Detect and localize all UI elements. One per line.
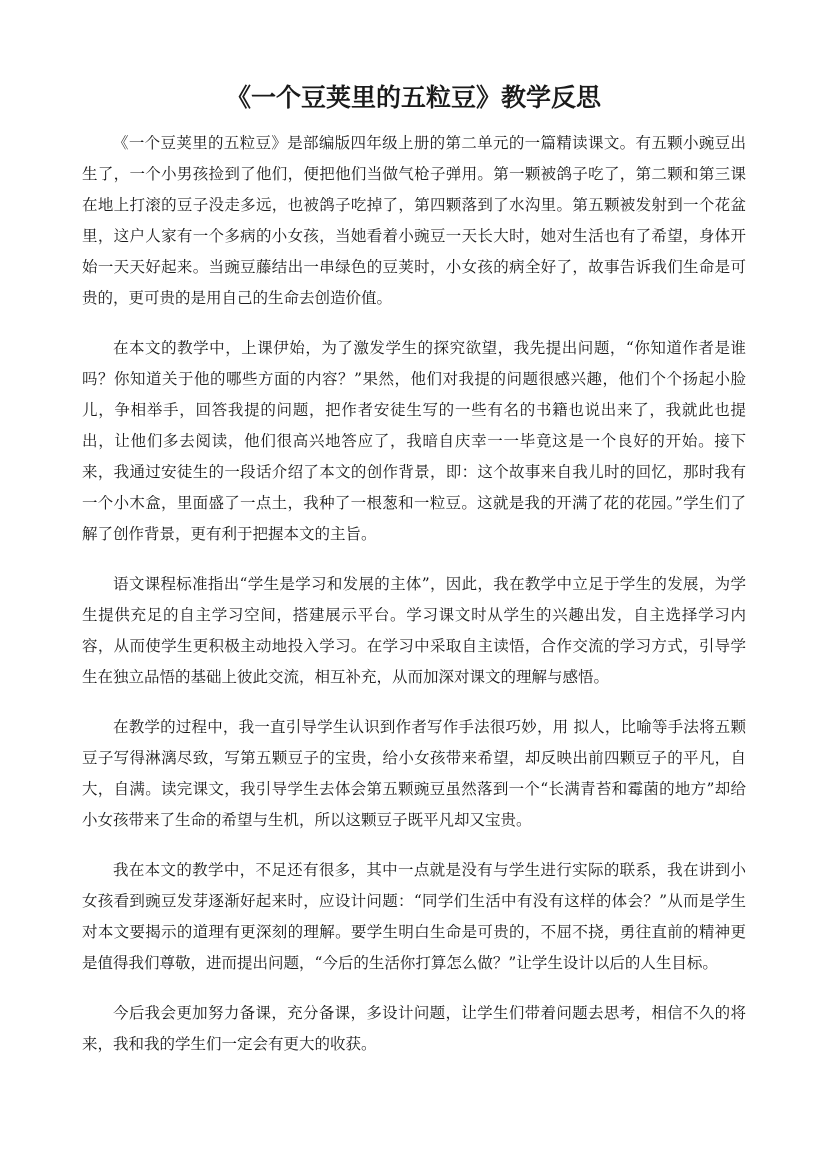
paragraph-teaching-start: 在本文的教学中，上课伊始，为了激发学生的探究欲望，我先提出问题，“你知道作者是谁吗？你知道关于他的哪些方面的内容？”果然，他们对我提的问题很感兴趣，他们个个扬起小脸儿，争相举手，回答我提的问题，把作者安徒生写的一些有名的书籍也说出来了，我就此也提出，让他们多去阅读，他们很高兴地答应了，我暗自庆幸一一毕竟这是一个良好的开始。接下来，我通过安徒生的一段话介绍了本文的创作背景，即：这个故事来自我儿时的回忆，那时我有一个小木盒，里面盛了一点土，我种了一根葱和一粒豆。这就是我的开满了花的花园。”学生们了解了创作背景，更有利于把握本文的主旨。 bbox=[82, 339, 746, 543]
paragraph-shortcomings: 我在本文的教学中，不足还有很多，其中一点就是没有与学生进行实际的联系，我在讲到小女孩看到豌豆发芽逐渐好起来时，应设计问题：“同学们生活中有没有这样的体会？”从而是学生对本文要揭示的道理有更深刻的理解。要学生明白生命是可贵的，不屈不挠，勇往直前的精神更是值得我们尊敬，进而提出问题，“今后的生活你打算怎么做？”让学生设计以后的人生目标。 bbox=[82, 861, 746, 972]
document-title: 《一个豆荚里的五粒豆》教学反思 bbox=[225, 83, 601, 112]
paragraph-writing-technique: 在教学的过程中，我一直引导学生认识到作者写作手法很巧妙，用 拟人，比喻等手法将五颗豆子写得淋漓尽致，写第五颗豆子的宝贵，给小女孩带来希望，却反映出前四颗豆子的平凡，自大，自满。读完课文，我引导学生去体会第五颗豌豆虽然落到一个“长满青苔和霉菌的地方”却给小女孩带来了生命的希望与生机，所以这颗豆子既平凡却又宝贵。 bbox=[82, 718, 746, 829]
document-body bbox=[82, 128, 746, 1079]
paragraph-conclusion: 今后我会更加努力备课，充分备课，多设计问题，让学生们带着问题去思考，相信不久的将来，我和我的学生们一定会有更大的收获。 bbox=[82, 1004, 746, 1053]
paragraph-curriculum: 语文课程标准指出“学生是学习和发展的主体”，因此，我在教学中立足于学生的发展，为学生提供充足的自主学习空间，搭建展示平台。学习课文时从学生的兴趣出发，自主选择学习内容，从而使学生更积极主动地投入学习。在学习中采取自主读悟，合作交流的学习方式，引导学生在独立品悟的基础上彼此交流，相互补充，从而加深对课文的理解与感悟。 bbox=[82, 575, 746, 686]
paragraph-intro: 《一个豆荚里的五粒豆》是部编版四年级上册的第二单元的一篇精读课文。有五颗小豌豆出生了，一个小男孩捡到了他们，便把他们当做气枪子弹用。第一颗被鸽子吃了，第二颗和第三课在地上打滚的豆子没走多远，也被鸽子吃掉了，第四颗落到了水沟里。第五颗被发射到一个花盆里，这户人家有一个多病的小女孩，当她看着小豌豆一天长大时，她对生活也有了希望，身体开始一天天好起来。当豌豆藤结出一串绿色的豆荚时，小女孩的病全好了，故事告诉我们生命是可贵的，更可贵的是用自己的生命去创造价值。 bbox=[82, 134, 746, 307]
